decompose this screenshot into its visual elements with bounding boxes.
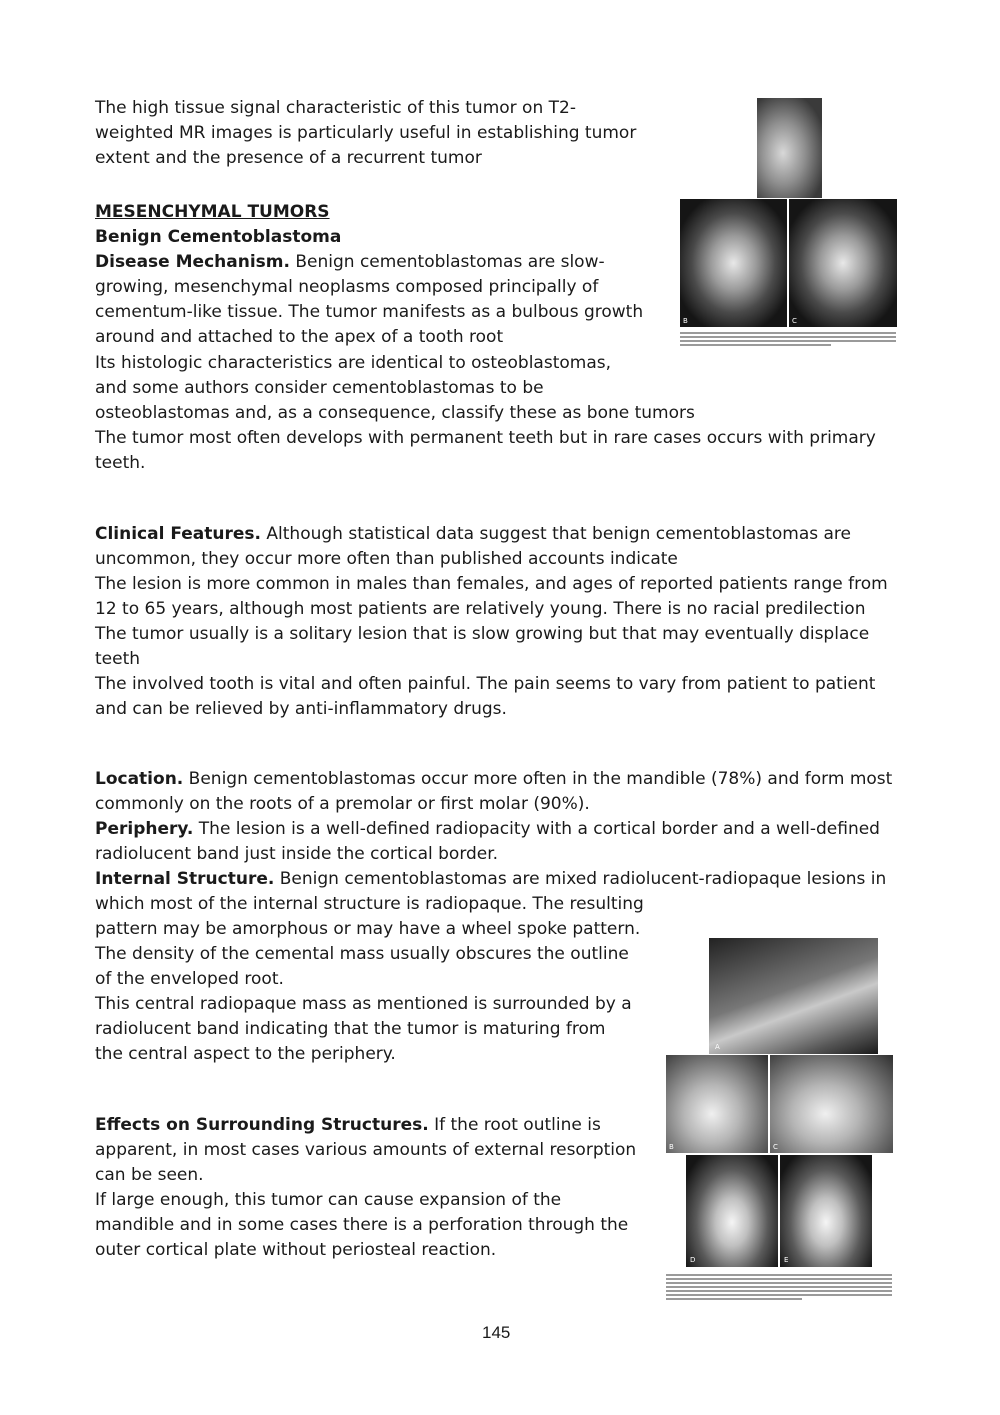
paragraph-label: Effects on Surrounding Structures. [95,1115,429,1135]
text-line: The high tissue signal characteristic of this tumor on T2- [95,98,576,118]
text-line [95,522,851,547]
text-line: The tumor usually is a solitary lesion that is slow growing but that may eventually displace [95,624,870,644]
figure-label: C [792,317,797,325]
text-line: The involved tooth is vital and often painful. The pain seems to vary from patient to patient [95,674,876,694]
text-line: cementum-like tissue. The tumor manifests as a bulbous growth [95,302,644,322]
figure-label: B [669,1143,674,1151]
text-line: radiolucent band indicating that the tumor is maturing from [95,1019,606,1039]
periapical-image-b [666,1055,768,1153]
text-line: teeth [95,649,141,669]
text-line: teeth. [95,453,146,473]
text-line: growing, mesenchymal neoplasms composed principally of [95,277,599,297]
text-line: uncommon, they occur more often than published accounts indicate [95,549,678,569]
text-line: commonly on the roots of a premolar or first molar (90%). [95,794,590,814]
figure-label: C [773,1143,778,1151]
figure-label: B [683,317,688,325]
paragraph-label: Periphery. [95,819,194,839]
subsection-heading: Benign Cementoblastoma [95,227,342,247]
text-span: If the root outline is [428,1115,601,1135]
paragraph-label: Clinical Features. [95,524,261,544]
text-line: radiolucent band just inside the cortical border. [95,844,499,864]
text-line: Its histologic characteristics are identical to osteoblastomas, [95,353,612,373]
text-line: around and attached to the apex of a tooth root [95,327,504,347]
text-line: This central radiopaque mass as mentioned is surrounded by a [95,994,632,1014]
text-line [95,817,880,842]
paragraph-label: Disease Mechanism. [95,252,290,272]
figure-label: A [715,1043,720,1051]
paragraph-label: Internal Structure. [95,869,275,889]
page-number: 145 [482,1323,511,1342]
ct-image-d [686,1155,778,1267]
text-line: mandible and in some cases there is a perforation through the [95,1215,629,1235]
text-line: weighted MR images is particularly useful in establishing tumor [95,123,637,143]
text-span: Benign cementoblastomas occur more often in the mandible (78%) and form most [183,769,893,789]
text-span: Although statistical data suggest that benign cementoblastomas are [261,524,851,544]
text-line [95,767,892,792]
text-line: extent and the presence of a recurrent tumor [95,148,482,168]
figure-label: E [784,1256,789,1264]
text-line [95,250,605,275]
figure-caption [680,330,896,354]
text-line: the central aspect to the periphery. [95,1044,396,1064]
text-line: The tumor most often develops with permanent teeth but in rare cases occurs with primary [95,428,876,448]
panoramic-image [709,938,878,1054]
text-line: which most of the internal structure is radiopaque. The resulting [95,894,644,914]
text-line: can be seen. [95,1165,204,1185]
ct-image-e [780,1155,872,1267]
text-line: The density of the cemental mass usually obscures the outline [95,944,629,964]
text-span: Benign cementoblastomas are mixed radiolucent-radiopaque lesions in [274,869,887,889]
section-heading: MESENCHYMAL TUMORS [95,202,330,222]
paragraph-label: Location. [95,769,184,789]
figure-caption [666,1272,892,1316]
text-line: of the enveloped root. [95,969,284,989]
text-line [95,867,886,892]
text-line: If large enough, this tumor can cause expansion of the [95,1190,562,1210]
figure-label: D [690,1256,696,1264]
text-line: osteoblastomas and, as a consequence, classify these as bone tumors [95,403,695,423]
radiograph-image [757,98,822,198]
mri-image-c [789,199,897,327]
text-line [95,1113,601,1138]
text-line: apparent, in most cases various amounts of external resorption [95,1140,637,1160]
text-span: The lesion is a well-defined radiopacity with a cortical border and a well-defined [193,819,880,839]
text-line: outer cortical plate without periosteal reaction. [95,1240,497,1260]
text-line: and can be relieved by anti-inflammatory drugs. [95,699,507,719]
text-span: Benign cementoblastomas are slow- [289,252,605,272]
text-line: pattern may be amorphous or may have a wheel spoke pattern. [95,919,641,939]
text-line: and some authors consider cementoblastomas to be [95,378,544,398]
text-line: 12 to 65 years, although most patients are relatively young. There is no racial predilection [95,599,866,619]
text-line: The lesion is more common in males than females, and ages of reported patients range from [95,574,888,594]
periapical-image-c [770,1055,893,1153]
mri-image-b [680,199,787,327]
